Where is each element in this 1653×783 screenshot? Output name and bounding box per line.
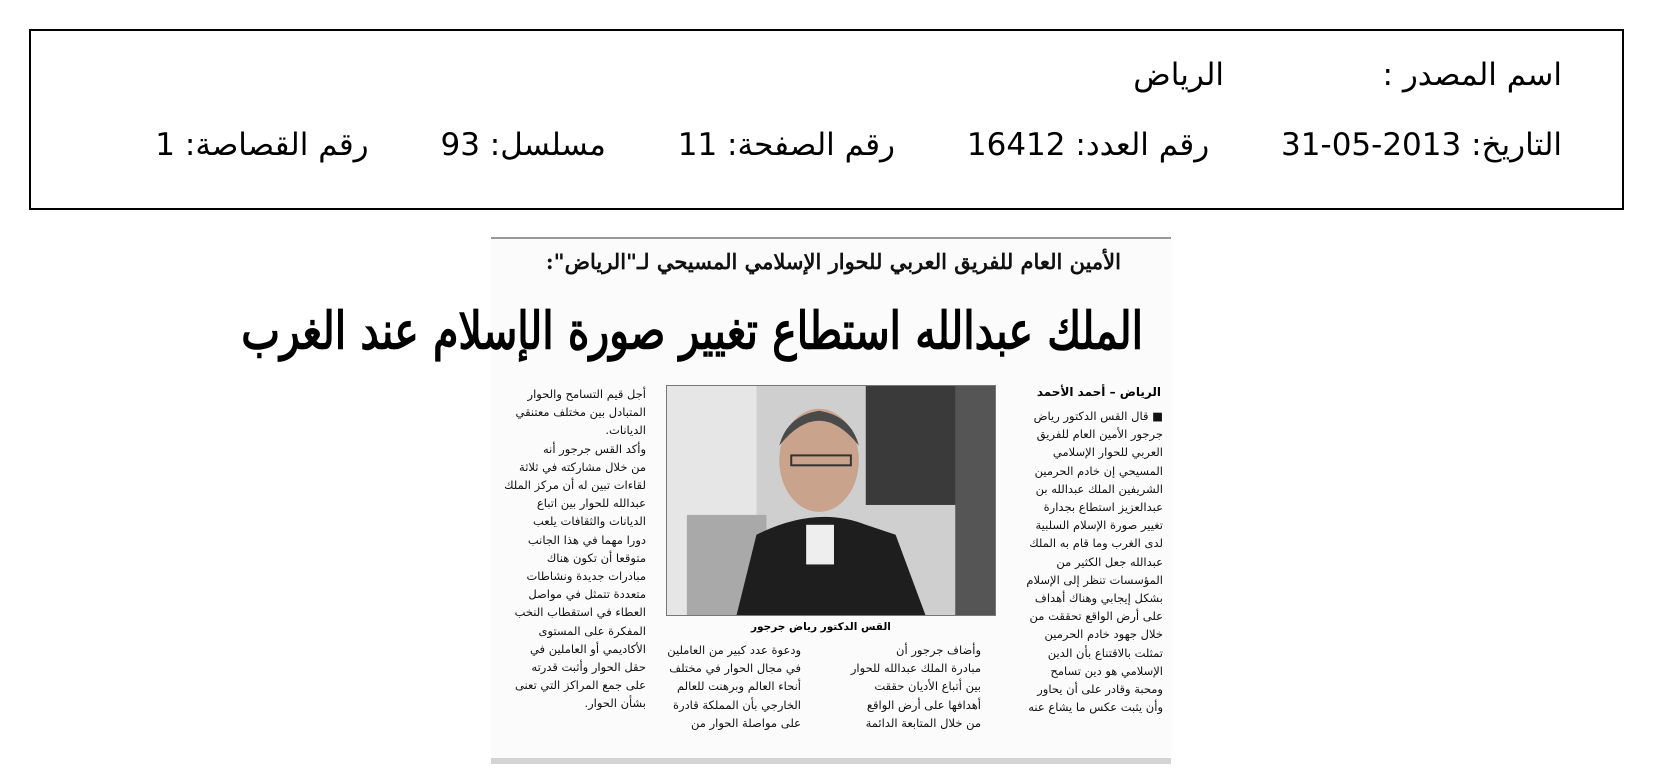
metadata-box [29,29,1624,210]
issue-number-field: رقم العدد: 16412 [966,127,1210,163]
article-column-middle-left: ودعوة عدد كبير من العاملين في مجال الحوار في مختلف أنحاء العالم وبرهنت للعالم الخارجي بأن المملكة قادرة على مواصلة الحوار من [667,643,801,730]
article-column-left: أجل قيم التسامح والحوار المتبادل بين مختلف معتنقي الديانات. وأكد القس جرجور أنه من خلال مشاركته في ثلاثة لقاءات تبين له أن مركز الملك عبدالله للحوار بين اتباع الديانات والثقافات يلعب دورا مهما في هذا الجانب متوقعا أن تكون هناك مبادرات جديدة ونشاطات متعددة تتمثل في مواصل العطاء في استقطاب النخب المفكرة على المستوى الأكاديمي أو العاملين في حقل الحوار وأثبت قدرته على جمع المراكز التي تعنى بشأن الحوار. [504,387,646,711]
date-field: التاريخ: 2013-05-31 [1281,127,1562,163]
photo-caption: القس الدكتور رياض جرجور [751,621,891,633]
article-headline: الملك عبدالله استطاع تغيير صورة الإسلام عند الغرب [241,301,1143,361]
metadata-row [155,127,1562,163]
source-label: اسم المصدر : [1382,57,1562,93]
source-value: الرياض [1133,57,1224,93]
article-byline: الرياض – أحمد الأحمد [1036,385,1161,399]
newspaper-clipping [241,237,1171,764]
article-column-right: ■ قال القس الدكتور رياض جرجور الأمين العام للفريق العربي للحوار الإسلامي المسيحي إن خادم الحرمين الشريفين الملك عبدالله بن عبدالعزيز استطاع بجدارة تغيير صورة الإسلام السلبية لدى الغرب وما قام به الملك عبدالله جعل الكثير من المؤسسات تنظر إلى الإسلام بشكل إيجابي وهناك أهداف على أرض الواقع تحققت من خلال جهود خادم الحرمين تمثلت بالاقتناع بأن الدين الإسلامي هو دين تسامح ومحبة وقادر على أن يحاور وأن يثبت عكس ما يشاع عنه [1026,409,1163,715]
clipping-top-rule [491,237,1171,239]
article-photo [666,385,996,616]
clipping-number-field: رقم القصاصة: 1 [155,127,369,163]
article-kicker: الأمين العام للفريق العربي للحوار الإسلامي المسيحي لـ"الرياض": [545,249,1121,274]
page-number-field: رقم الصفحة: 11 [677,127,896,163]
clipping-bottom-rule [491,758,1171,764]
serial-field: مسلسل: 93 [440,127,606,163]
portrait-image [667,386,995,615]
article-column-middle-right: وأضاف جرجور أن مبادرة الملك عبدالله للحوار بين أتباع الأديان حققت أهدافها على أرض الواقع من خلال المتابعة الدائمة [850,643,981,730]
